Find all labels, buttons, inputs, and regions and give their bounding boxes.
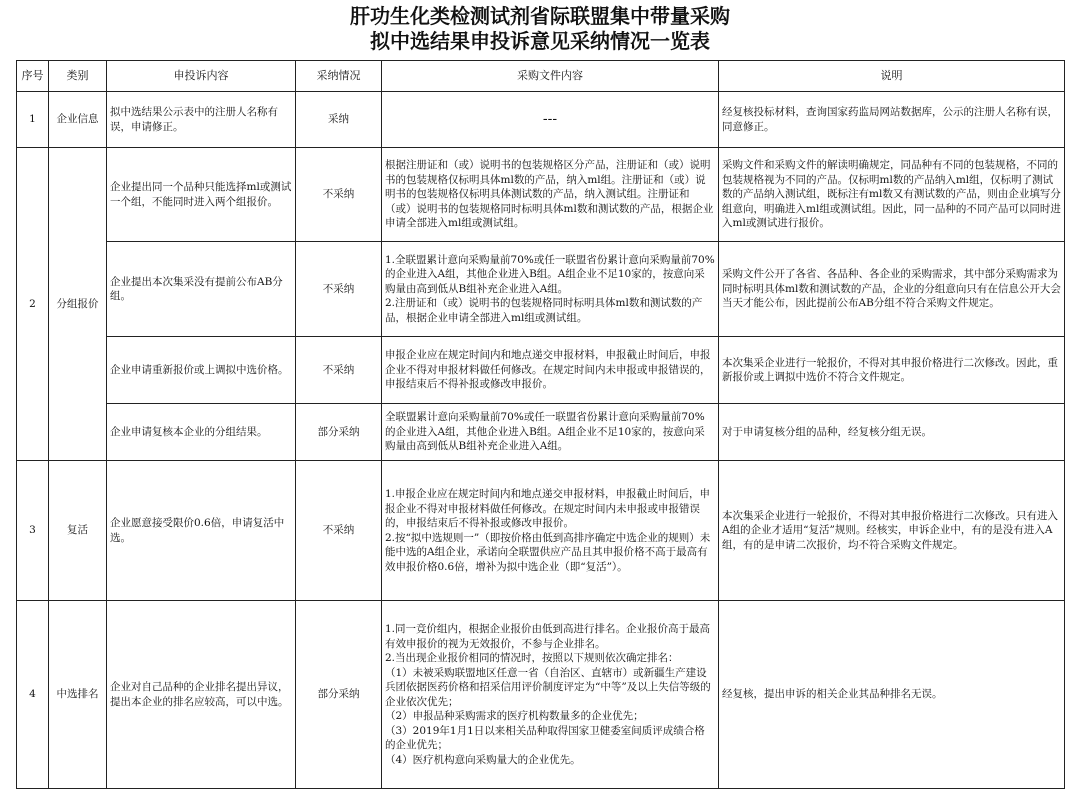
- header-note: 说明: [719, 61, 1065, 92]
- header-doc: 采购文件内容: [382, 61, 719, 92]
- row-doc: 1.同一竞价组内，根据企业报价由低到高进行排名。企业报价高于最高有效申报价的视为无效报价，不参与企业排名。 2.当出现企业报价相同的情况时，按照以下规则依次确定排名： （1）未被采购联盟地区任意一省（自治区、直辖市）或新疆生产建设兵团依据医药价格和招采信用评价制度评定为“中等”及以上失信等级的企业依次优先； （2）申报品种采购需求的医疗机构数量多的企业优先； （3）2019年1月1日以来相关品种取得国家卫健委室间质评成绩合格的企业优先； （4）医疗机构意向采购量大的企业优先。: [382, 601, 719, 789]
- row-doc: 申报企业应在规定时间内和地点递交申报材料，申报截止时间后，申报企业不得对申报材料做任何修改。在规定时间内未申报或申报错误的，申报结束后不得补报或修改申报价。: [382, 337, 719, 404]
- row-adoption: 不采纳: [296, 242, 382, 337]
- page-title: [0, 4, 1080, 54]
- row-doc: 1.申报企业应在规定时间内和地点递交申报材料，申报截止时间后，申报企业不得对申报材料做任何修改。在规定时间内未申报或申报错误的，申报结束后不得补报或修改申报价。 2.按“拟中选规则一”（即按价格由低到高排序确定中选企业的规则）未能中选的A组企业，承诺向全联盟供应产品且其申报价格不高于最高有效申报价格0.6倍，增补为拟中选企业（即“复活”）。: [382, 461, 719, 601]
- row-seq: 4: [17, 601, 49, 789]
- row-adoption: 不采纳: [296, 461, 382, 601]
- row-complaint: 企业申请重新报价或上调拟中选价格。: [107, 337, 296, 404]
- row-doc: 1.全联盟累计意向采购量前70%或任一联盟省份累计意向采购量前70%的企业进入A组，其他企业进入B组。A组企业不足10家的，按意向采购量由高到低从B组补充企业进入A组。 2.注册证和（或）说明书的包装规格同时标明具体ml数和测试数的产品，根据企业申请全部进入ml组或测试组。: [382, 242, 719, 337]
- row-complaint: 企业申请复核本企业的分组结果。: [107, 404, 296, 461]
- row-seq: 2: [17, 148, 49, 461]
- row-note: 本次集采企业进行一轮报价，不得对其申报价格进行二次修改。只有进入A组的企业才适用“复活”规则。经核实，申诉企业中，有的是没有进入A组，有的是申请二次报价，均不符合采购文件规定。: [719, 461, 1065, 601]
- title-line-1: 肝功生化类检测试剂省际联盟集中带量采购: [350, 4, 730, 28]
- row-complaint: 企业提出同一个品种只能选择ml或测试一个组，不能同时进入两个组报价。: [107, 148, 296, 242]
- table-row: [17, 242, 1065, 337]
- row-adoption: 采纳: [296, 92, 382, 148]
- row-complaint: 企业对自己品种的企业排名提出异议，提出本企业的排名应较高，可以中选。: [107, 601, 296, 789]
- row-note: 对于申请复核分组的品种，经复核分组无误。: [719, 404, 1065, 461]
- row-category: 企业信息: [49, 92, 107, 148]
- row-note: 采购文件和采购文件的解读明确规定，同品种有不同的包装规格，不同的包装规格视为不同的产品。仅标明ml数的产品纳入ml组，仅标明了测试数的产品纳入测试组，既标注有ml数又有测试数的产品，则由企业填写分组意向，明确进入ml组或测试组。因此，同一品种的不同产品可以同时进入ml或测试进行报价。: [719, 148, 1065, 242]
- complaint-table: [16, 60, 1065, 789]
- row-adoption: 不采纳: [296, 337, 382, 404]
- header-adoption: 采纳情况: [296, 61, 382, 92]
- row-note: 采购文件公开了各省、各品种、各企业的采购需求，其中部分采购需求为同时标明具体ml数和测试数的产品，企业的分组意向只有在信息公开大会当天才能公布，因此提前公布AB分组不符合采购文件规定。: [719, 242, 1065, 337]
- row-category: 复活: [49, 461, 107, 601]
- table-row: [17, 461, 1065, 601]
- header-category: 类别: [49, 61, 107, 92]
- row-category: 分组报价: [49, 148, 107, 461]
- table-row: [17, 148, 1065, 242]
- row-note: 经复核，提出申诉的相关企业其品种排名无误。: [719, 601, 1065, 789]
- row-category: 中选排名: [49, 601, 107, 789]
- row-doc: ---: [382, 92, 719, 148]
- row-seq: 1: [17, 92, 49, 148]
- row-adoption: 部分采纳: [296, 404, 382, 461]
- row-note: 经复核投标材料，查询国家药监局网站数据库，公示的注册人名称有误，同意修正。: [719, 92, 1065, 148]
- row-adoption: 部分采纳: [296, 601, 382, 789]
- header-row: [17, 61, 1065, 92]
- row-note: 本次集采企业进行一轮报价，不得对其申报价格进行二次修改。因此，重新报价或上调拟中选价不符合文件规定。: [719, 337, 1065, 404]
- table-row: [17, 337, 1065, 404]
- row-adoption: 不采纳: [296, 148, 382, 242]
- table-row: [17, 404, 1065, 461]
- row-complaint: 拟中选结果公示表中的注册人名称有误，申请修正。: [107, 92, 296, 148]
- title-line-2: 拟中选结果申投诉意见采纳情况一览表: [370, 29, 710, 53]
- row-doc: 全联盟累计意向采购量前70%或任一联盟省份累计意向采购量前70%的企业进入A组，其他企业进入B组。A组企业不足10家的，按意向采购量由高到低从B组补充企业进入A组。: [382, 404, 719, 461]
- header-complaint: 申投诉内容: [107, 61, 296, 92]
- row-complaint: 企业愿意接受限价0.6倍，申请复活中选。: [107, 461, 296, 601]
- row-seq: 3: [17, 461, 49, 601]
- row-complaint: 企业提出本次集采没有提前公布AB分组。: [107, 242, 296, 337]
- row-doc: 根据注册证和（或）说明书的包装规格区分产品，注册证和（或）说明书的包装规格仅标明具体ml数的产品，纳入ml组。注册证和（或）说明书的包装规格仅标明具体测试数的产品，纳入测试组。注册证和（或）说明书的包装规格同时标明具体ml数和测试数的产品，根据企业申请全部进入ml组或测试组。: [382, 148, 719, 242]
- header-seq: 序号: [17, 61, 49, 92]
- table-row: [17, 601, 1065, 789]
- table-row: [17, 92, 1065, 148]
